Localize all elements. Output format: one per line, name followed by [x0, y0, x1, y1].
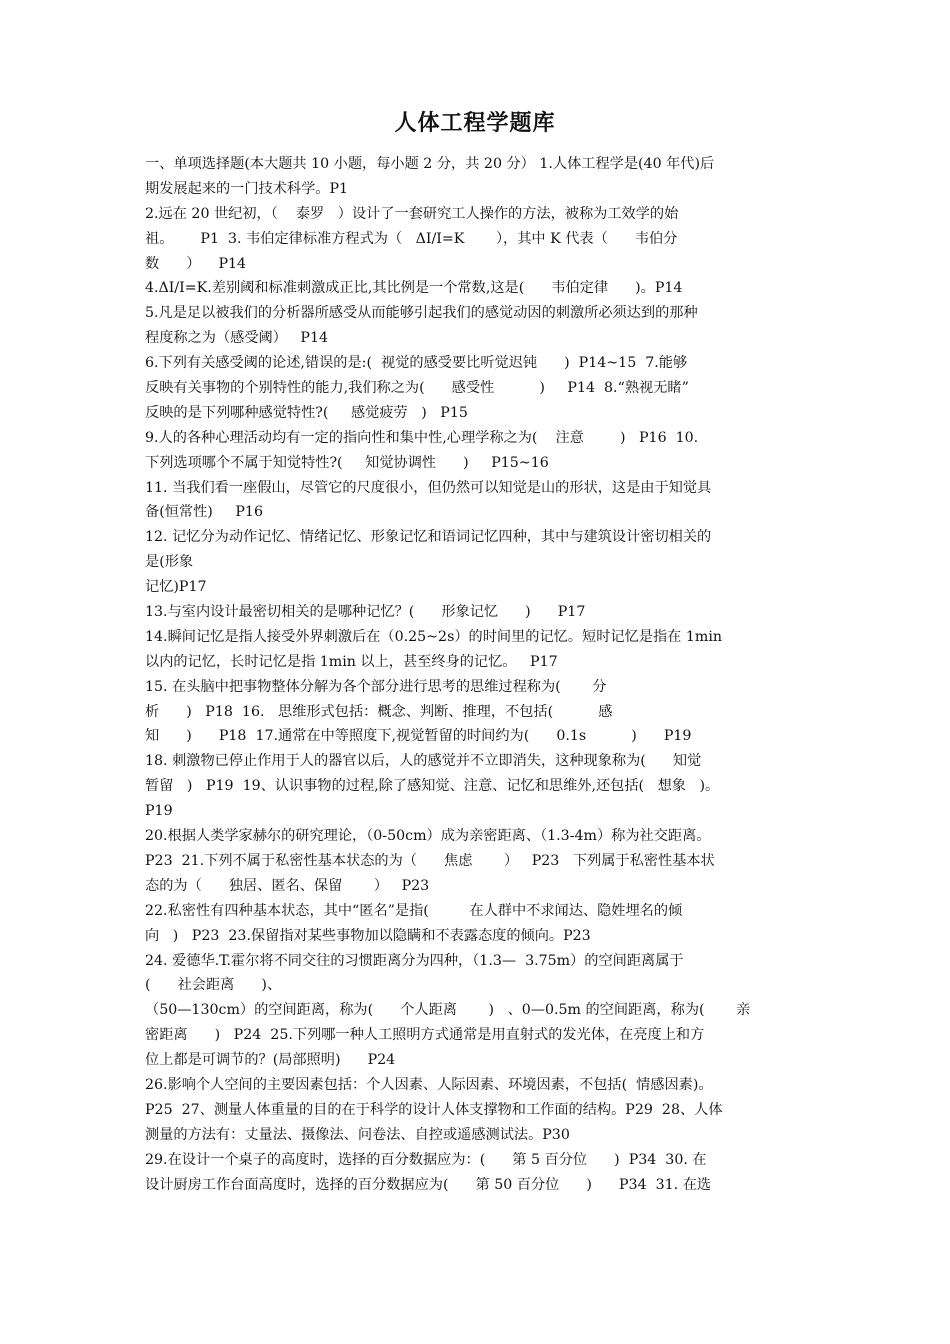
text-line: 密距离 ) P24 25.下列哪一种人工照明方式通常是用直射式的发光体，在亮度上和方	[145, 1027, 705, 1044]
text-line: ( 社会距离 )、	[145, 977, 282, 994]
text-line: 是(形象	[145, 554, 194, 571]
text-line: 祖。 P1 3. 韦伯定律标准方程式为（ ΔI/I=K ），其中 K 代表（ 韦伯分	[145, 230, 678, 247]
text-line: P23 21.下列不属于私密性基本状态的为（ 焦虑 ） P23 下列属于私密性基本状	[145, 852, 715, 869]
document-title: 人体工程学题库	[394, 111, 556, 136]
text-line: 以内的记忆，长时记忆是指 1min 以上，甚至终身的记忆。 P17	[145, 653, 558, 670]
text-line: 9.人的各种心理活动均有一定的指向性和集中性,心理学称之为( 注意 ) P16 10.	[145, 429, 699, 446]
text-line: 备(恒常性) P16	[145, 504, 263, 521]
text-line: 6.下列有关感受阈的论述,错误的是:( 视觉的感受要比听觉迟钝 ) P14~15 7.能够	[145, 355, 688, 372]
text-line: 20.根据人类学家赫尔的研究理论，（0-50cm）成为亲密距离、（1.3-4m）称为社交距离。	[145, 828, 711, 845]
text-line: 13.与室内设计最密切相关的是哪种记忆？( 形象记忆 ) P17	[145, 604, 586, 621]
text-line: 位上都是可调节的？(局部照明) P24	[145, 1052, 396, 1069]
text-line: 5.凡是足以被我们的分析器所感受从而能够引起我们的感觉动因的刺激所必须达到的那种	[145, 305, 698, 322]
text-line: P25 27、测量人体重量的目的在于科学的设计人体支撑物和工作面的结构。P29 28、人体	[145, 1101, 723, 1118]
text-line: 测量的方法有：丈量法、摄像法、问卷法、自控或遥感测试法。P30	[145, 1126, 570, 1143]
text-line: 析 ) P18 16. 思维形式包括：概念、判断、推理，不包括( 感	[145, 703, 613, 720]
text-line: 14.瞬间记忆是指人接受外界刺激后在（0.25~2s）的时间里的记忆。短时记忆是指在 1min	[145, 628, 723, 645]
text-line: 26.影响个人空间的主要因素包括：个人因素、人际因素、环境因素，不包括( 情感因素)。	[145, 1076, 713, 1093]
text-line: 知 ) P18 17.通常在中等照度下,视觉暂留的时间约为( 0.1s ) P19	[145, 728, 692, 745]
text-line: 2.远在 20 世纪初，（ 泰罗 ）设计了一套研究工人操作的方法，被称为工效学的始	[145, 205, 679, 222]
text-line: 下列选项哪个不属于知觉特性?( 知觉协调性 ) P15~16	[145, 454, 549, 471]
text-line: 向 ) P23 23.保留指对某些事物加以隐瞒和不表露态度的倾向。P23	[145, 927, 591, 944]
text-line: 22.私密性有四种基本状态，其中“匿名”是指( 在人群中不求闻达、隐姓埋名的倾	[145, 902, 683, 919]
text-line: 12. 记忆分为动作记忆、情绪记忆、形象记忆和语词记忆四种，其中与建筑设计密切相关的	[145, 529, 712, 546]
text-line: 15. 在头脑中把事物整体分解为各个部分进行思考的思维过程称为( 分	[145, 678, 607, 695]
text-line: 反映的是下列哪种感觉特性?( 感觉疲劳 ) P15	[145, 404, 468, 421]
text-line: P19	[145, 803, 173, 820]
document-body	[145, 152, 813, 1197]
text-line: 18. 刺激物已停止作用于人的器官以后，人的感觉并不立即消失，这种现象称为( 知觉	[145, 753, 702, 770]
text-line: （50—130cm）的空间距离，称为( 个人距离 ) 、0—0.5m 的空间距离，称为( 亲	[145, 1002, 751, 1019]
text-line: 11. 当我们看一座假山，尽管它的尺度很小，但仍然可以知觉是山的形状，这是由于知觉具	[145, 479, 712, 496]
text-line: 29.在设计一个桌子的高度时，选择的百分数据应为：( 第 5 百分位 ) P34 30. 在	[145, 1151, 707, 1168]
text-line: 期发展起来的一门技术科学。P1	[145, 180, 349, 197]
text-line: 程度称之为（感受阈） P14	[145, 330, 329, 347]
text-line: 数 ） P14	[145, 255, 247, 272]
text-line: 24. 爱德华.T.霍尔将不同交往的习惯距离分为四种，（1.3— 3.75m）的空间距离属于	[145, 952, 684, 969]
text-line: 反映有关事物的个别特性的能力,我们称之为( 感受性 ) P14 8.“熟视无睹”	[145, 380, 689, 397]
text-line: 态的为（ 独居、匿名、保留 ） P23	[145, 877, 430, 894]
text-line: 记忆)P17	[145, 579, 207, 596]
text-line: 4.ΔI/I=K.差别阈和标准刺激成正比,其比例是一个常数,这是( 韦伯定律 )。P14	[145, 280, 683, 297]
text-line: 设计厨房工作台面高度时，选择的百分数据应为( 第 50 百分位 ) P34 31. 在选	[145, 1176, 712, 1193]
text-line: 一、单项选择题(本大题共 10 小题，每小题 2 分，共 20 分） 1.人体工程学是(40 年代)后	[145, 156, 715, 172]
text-line: 暂留 ) P19 19、认识事物的过程,除了感知觉、注意、记忆和思维外,还包括( 想象 )。	[145, 778, 720, 795]
